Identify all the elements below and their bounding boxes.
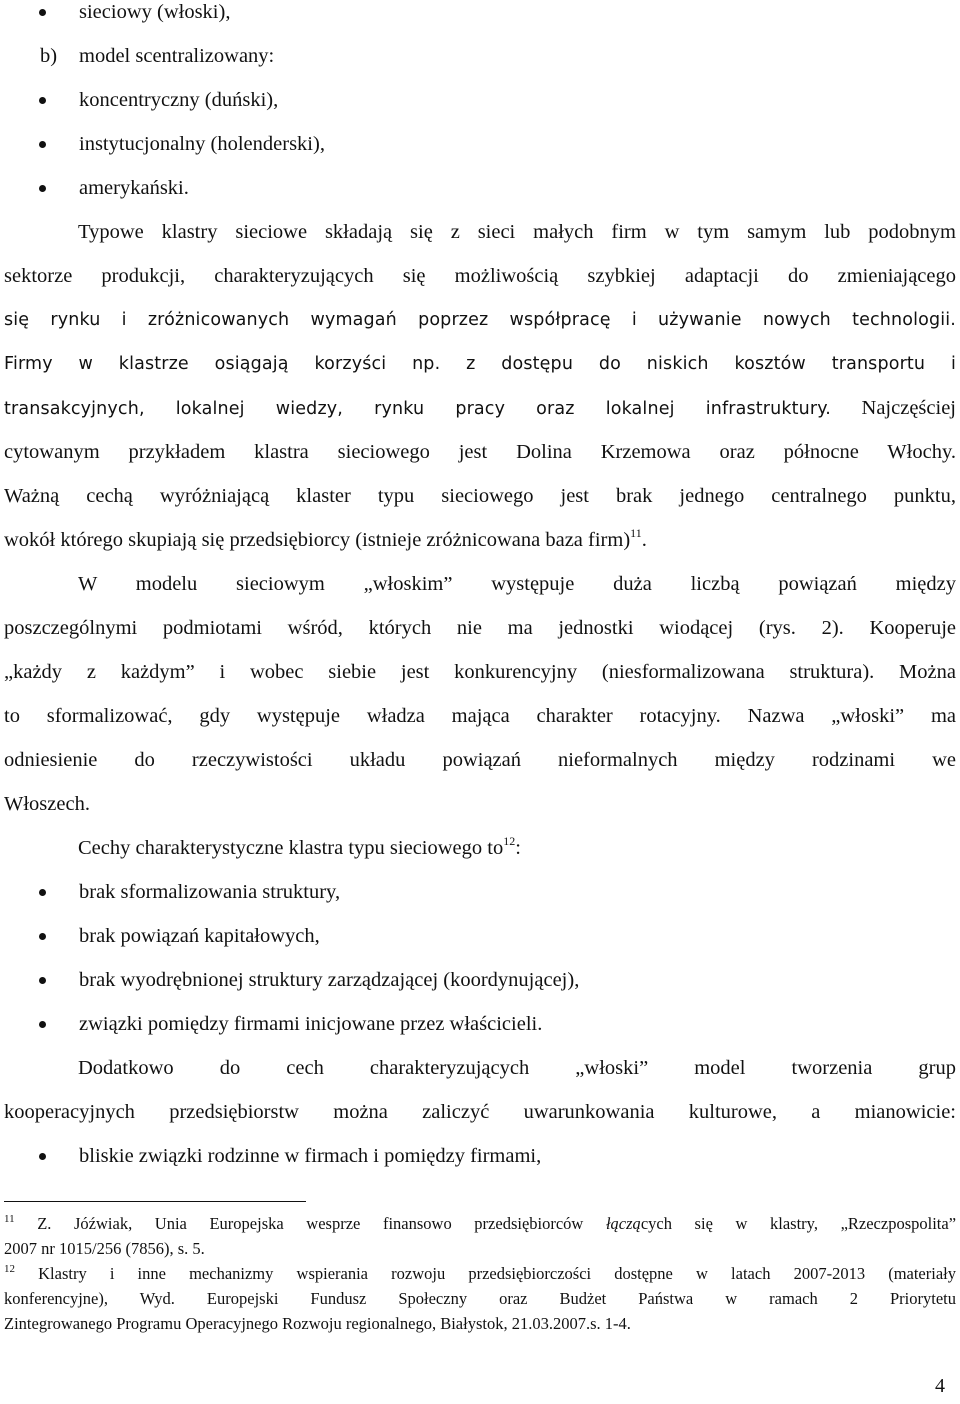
footnote-ref: 12: [503, 834, 516, 848]
footnote-line: Zintegrowanego Programu Operacyjnego Rozwoju regionalnego, Białystok, 21.03.2007.s. 1-4.: [4, 1314, 631, 1333]
paragraph-line: [4, 386, 956, 430]
footnote-11: [4, 1211, 956, 1261]
paragraph-line: [4, 518, 956, 562]
list-item-text: brak sformalizowania struktury,: [79, 881, 341, 903]
paragraph-line: odniesienie do rzeczywistości układu powiązań nieformalnych między rodzinami we: [4, 749, 956, 771]
bullet-icon: [39, 1021, 46, 1028]
list-item-text: związki pomiędzy firmami inicjowane przez właścicieli.: [79, 1013, 543, 1035]
paragraph-line: Dodatkowo do cech charakteryzujących „włoski” model tworzenia grup: [78, 1057, 956, 1079]
paragraph-line: „każdy z każdym” i wobec siebie jest konkurencyjny (niesformalizowana struktura). Można: [4, 661, 956, 683]
bullet-icon: [39, 141, 46, 148]
bullet-icon: [39, 933, 46, 940]
footnote-separator: [4, 1201, 306, 1202]
list-item-text: koncentryczny (duński),: [79, 89, 279, 111]
footnote-12: [4, 1261, 956, 1336]
paragraph-line: kooperacyjnych przedsiębiorstw można zaliczyć uwarunkowania kulturowe, a mianowicie:: [4, 1101, 956, 1123]
paragraph-network-clusters: [4, 210, 956, 562]
list-item-text: sieciowy (włoski),: [79, 1, 231, 23]
line-text: Cechy charakterystyczne klastra typu sieciowego to: [78, 837, 504, 859]
sans-text: transakcyjnych, lokalnej wiedzy, rynku pracy oraz lokalnej infrastruktury.: [4, 399, 831, 419]
footnote-number: 11: [4, 1213, 15, 1225]
serif-text: Najczęściej: [861, 397, 956, 419]
list-item-text: instytucjonalny (holenderski),: [79, 133, 325, 155]
paragraph-line: poszczególnymi podmiotami wśród, których nie ma jednostki wiodącej (rys. 2). Kooperuje: [4, 617, 956, 639]
paragraph-line: Firmy w klastrze osiągają korzyści np. z dostępu do niskich kosztów transportu i: [4, 354, 956, 374]
paragraph-line: [4, 826, 956, 870]
footnote-ref: 11: [630, 526, 642, 540]
footnote-line: [4, 1211, 956, 1236]
bullet-icon: [39, 977, 46, 984]
paragraph-cultural-factors: [4, 1046, 956, 1134]
bullet-icon: [39, 889, 46, 896]
list-item: [0, 914, 960, 958]
list-item: [0, 1002, 960, 1046]
paragraph-line: to sformalizować, gdy występuje władza mająca charakter rotacyjny. Nazwa „włoski” ma: [4, 705, 956, 727]
list-item: [0, 122, 960, 166]
paragraph-line: sektorze produkcji, charakteryzujących się możliwością szybkiej adaptacji do zmieniającego: [4, 265, 956, 287]
paragraph-italian-model: [4, 562, 956, 826]
line-text: wokół którego skupiają się przedsiębiorcy (istnieje zróżnicowana baza firm): [4, 529, 631, 551]
features-intro: [4, 826, 956, 870]
list-item: [0, 1134, 960, 1178]
paragraph-line: się rynku i zróżnicowanych wymagań poprzez współpracę i używanie nowych technologii.: [4, 310, 956, 330]
list-item-text: model scentralizowany:: [79, 45, 275, 67]
line-end: .: [641, 529, 647, 551]
footnote-text: Klastry i inne mechanizmy wspierania rozwoju przedsiębiorczości dostępne w latach 2007-2013 (materiały: [38, 1264, 956, 1283]
footnote-number: 12: [4, 1263, 15, 1275]
paragraph-line: W modelu sieciowym „włoskim” występuje duża liczbą powiązań między: [78, 573, 956, 595]
bullet-icon: [39, 97, 46, 104]
page-number: 4: [935, 1375, 945, 1397]
list-item: [0, 0, 960, 34]
paragraph-line: Ważną cechą wyróżniającą klaster typu sieciowego jest brak jednego centralnego punktu,: [4, 485, 956, 507]
list-item-text: brak wyodrębnionej struktury zarządzającej (koordynującej),: [79, 969, 580, 991]
list-item-label: b): [40, 45, 58, 67]
footnote-italic-text: łączą: [605, 1214, 641, 1233]
list-item-text: amerykański.: [79, 177, 189, 199]
list-item-text: brak powiązań kapitałowych,: [79, 925, 320, 947]
bullet-icon: [39, 9, 46, 16]
list-item: [0, 78, 960, 122]
list-item: [0, 958, 960, 1002]
paragraph-line: Włoszech.: [4, 793, 90, 815]
paragraph-line: Typowe klastry sieciowe składają się z sieci małych firm w tym samym lub podobnym: [78, 221, 956, 243]
bullet-icon: [39, 185, 46, 192]
line-end: :: [515, 837, 521, 859]
list-item: [0, 870, 960, 914]
list-item: [0, 166, 960, 210]
footnote-line: [4, 1261, 956, 1286]
list-item: [0, 34, 960, 78]
paragraph-line: cytowanym przykładem klastra sieciowego jest Dolina Krzemowa oraz północne Włochy.: [4, 441, 956, 463]
footnote-text: Z. Jóźwiak, Unia Europejska wesprze finansowo przedsiębiorców: [37, 1214, 584, 1233]
footnote-text: cych się w klastry, „Rzeczpospolita”: [640, 1214, 957, 1233]
list-item-text: bliskie związki rodzinne w firmach i pomiędzy firmami,: [79, 1145, 542, 1167]
footnote-line: konferencyjne), Wyd. Europejski Fundusz Społeczny oraz Budżet Państwa w ramach 2 Priorytetu: [4, 1289, 956, 1308]
footnote-line: 2007 nr 1015/256 (7856), s. 5.: [4, 1239, 205, 1258]
bullet-icon: [39, 1153, 46, 1160]
